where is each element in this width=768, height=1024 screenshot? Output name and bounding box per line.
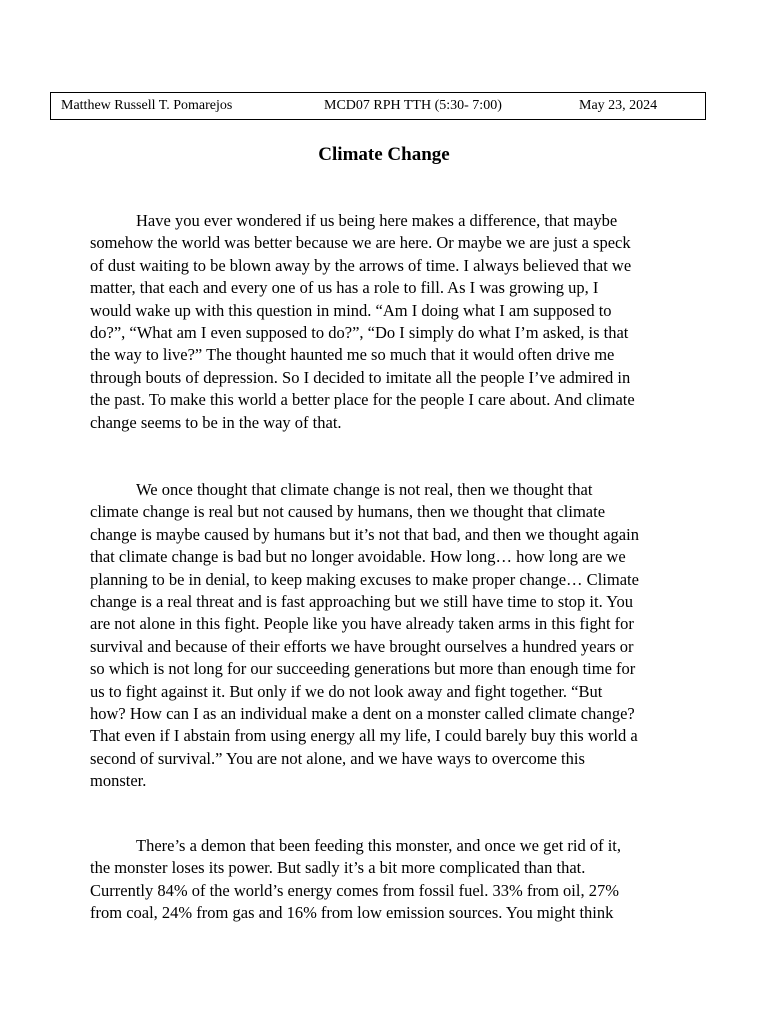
paragraph-line: somehow the world was better because we are here. Or maybe we are just a speck — [90, 233, 631, 253]
paragraph-line: change is maybe caused by humans but it’s not that bad, and then we thought again — [90, 524, 639, 544]
document-title: Climate Change — [318, 144, 450, 165]
paragraph-line: that climate change is bad but no longer avoidable. How long… how long are we — [90, 547, 626, 567]
paragraph-line: Currently 84% of the world’s energy comes from fossil fuel. 33% from oil, 27% — [90, 880, 619, 900]
header-info-box — [50, 92, 706, 120]
paragraph-line: change seems to be in the way of that. — [90, 412, 342, 432]
paragraph-line: through bouts of depression. So I decided to imitate all the people I’ve admired in — [90, 367, 631, 387]
paragraph-line: That even if I abstain from using energy all my life, I could barely buy this world a — [90, 726, 638, 746]
paragraph-line: the past. To make this world a better place for the people I care about. And climate — [90, 390, 635, 410]
paragraph-line: Have you ever wondered if us being here makes a difference, that maybe — [136, 211, 618, 230]
document-date: May 23, 2024 — [579, 98, 658, 113]
paragraph-line: There’s a demon that been feeding this monster, and once we get rid of it, — [136, 836, 622, 855]
paragraph-line: climate change is real but not caused by humans, then we thought that climate — [90, 502, 606, 522]
paragraph-line: We once thought that climate change is not real, then we thought that — [136, 480, 593, 499]
paragraph-line: survival and because of their efforts we have brought ourselves a hundred years or — [90, 636, 634, 656]
paragraph-line: how? How can I as an individual make a dent on a monster called climate change? — [90, 704, 635, 724]
paragraph-3 — [90, 835, 678, 925]
paragraph-line: matter, that each and every one of us has a role to fill. As I was growing up, I — [90, 278, 599, 298]
paragraph-line: us to fight against it. But only if we do not look away and fight together. “But — [90, 681, 603, 701]
paragraph-line: the way to live?” The thought haunted me so much that it would often drive me — [90, 345, 615, 365]
paragraph-line: change is a real threat and is fast approaching but we still have time to stop it. You — [90, 592, 634, 612]
paragraph-line: second of survival.” You are not alone, and we have ways to overcome this — [90, 748, 585, 768]
paragraph-line: so which is not long for our succeeding generations but more than enough time for — [90, 659, 636, 679]
author-name: Matthew Russell T. Pomarejos — [61, 98, 233, 113]
paragraph-line: monster. — [90, 771, 147, 791]
paragraph-line: would wake up with this question in mind. “Am I doing what I am supposed to — [90, 300, 612, 320]
paragraph-line: from coal, 24% from gas and 16% from low emission sources. You might think — [90, 903, 614, 923]
paragraph-line: do?”, “What am I even supposed to do?”, “Do I simply do what I’m asked, is that — [90, 323, 629, 343]
paragraph-1 — [90, 210, 678, 434]
paragraph-line: planning to be in denial, to keep making excuses to make proper change… Climate — [90, 569, 639, 589]
paragraph-line: of dust waiting to be blown away by the arrows of time. I always believed that we — [90, 255, 632, 275]
paragraph-2 — [90, 479, 678, 793]
paragraph-line: the monster loses its power. But sadly it’s a bit more complicated than that. — [90, 858, 586, 878]
course-code: MCD07 RPH TTH (5:30- 7:00) — [324, 98, 502, 113]
paragraph-line: are not alone in this fight. People like you have already taken arms in this fight for — [90, 614, 634, 634]
